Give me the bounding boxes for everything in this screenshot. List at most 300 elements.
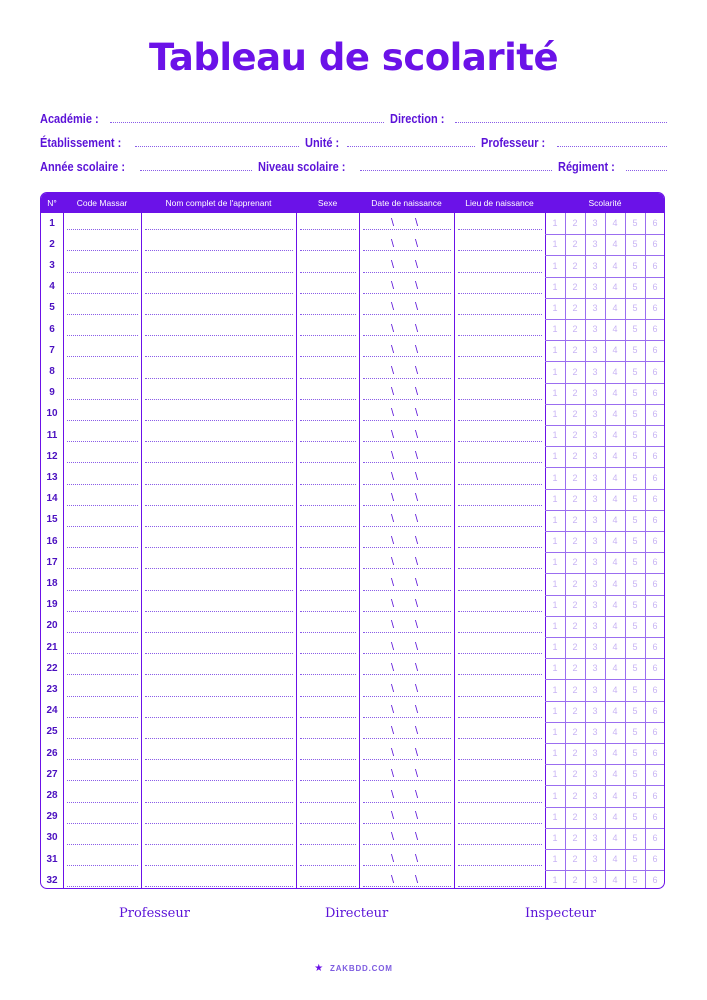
scolarite-cell[interactable]: 2 xyxy=(572,430,578,441)
scolarite-cell[interactable]: 1 xyxy=(552,302,558,313)
scolarite-cell[interactable]: 1 xyxy=(552,705,558,716)
sexe-field[interactable] xyxy=(300,462,356,463)
scolarite-cell[interactable]: 2 xyxy=(572,218,578,229)
scolarite-cell[interactable]: 6 xyxy=(652,748,658,759)
nom-complet-field[interactable] xyxy=(145,356,293,357)
date-naissance-field[interactable] xyxy=(363,632,451,633)
nom-complet-field[interactable] xyxy=(145,568,293,569)
nom-complet-field[interactable] xyxy=(145,462,293,463)
scolarite-cell[interactable]: 4 xyxy=(612,557,618,568)
scolarite-cell[interactable]: 5 xyxy=(632,620,638,631)
lieu-naissance-field[interactable] xyxy=(458,823,542,824)
niveau-field[interactable] xyxy=(360,169,552,171)
scolarite-cell[interactable]: 6 xyxy=(652,726,658,737)
scolarite-cell[interactable]: 2 xyxy=(572,811,578,822)
scolarite-cell[interactable]: 3 xyxy=(592,578,598,589)
scolarite-cell[interactable]: 4 xyxy=(612,302,618,313)
scolarite-cell[interactable]: 4 xyxy=(612,260,618,271)
scolarite-cell[interactable]: 3 xyxy=(592,218,598,229)
scolarite-cell[interactable]: 2 xyxy=(572,302,578,313)
nom-complet-field[interactable] xyxy=(145,823,293,824)
lieu-naissance-field[interactable] xyxy=(458,399,542,400)
lieu-naissance-field[interactable] xyxy=(458,526,542,527)
scolarite-cell[interactable]: 4 xyxy=(612,324,618,335)
scolarite-cell[interactable]: 5 xyxy=(632,726,638,737)
scolarite-cell[interactable]: 5 xyxy=(632,387,638,398)
sexe-field[interactable] xyxy=(300,759,356,760)
scolarite-cell[interactable]: 5 xyxy=(632,260,638,271)
date-naissance-field[interactable] xyxy=(363,696,451,697)
scolarite-cell[interactable]: 2 xyxy=(572,578,578,589)
scolarite-cell[interactable]: 3 xyxy=(592,387,598,398)
lieu-naissance-field[interactable] xyxy=(458,547,542,548)
scolarite-cell[interactable]: 5 xyxy=(632,302,638,313)
direction-field[interactable] xyxy=(455,121,667,123)
code-massar-field[interactable] xyxy=(67,823,138,824)
scolarite-cell[interactable]: 5 xyxy=(632,472,638,483)
sexe-field[interactable] xyxy=(300,674,356,675)
lieu-naissance-field[interactable] xyxy=(458,590,542,591)
scolarite-cell[interactable]: 5 xyxy=(632,345,638,356)
scolarite-cell[interactable]: 3 xyxy=(592,875,598,886)
nom-complet-field[interactable] xyxy=(145,674,293,675)
code-massar-field[interactable] xyxy=(67,229,138,230)
scolarite-cell[interactable]: 3 xyxy=(592,599,598,610)
scolarite-cell[interactable]: 6 xyxy=(652,408,658,419)
code-massar-field[interactable] xyxy=(67,272,138,273)
scolarite-cell[interactable]: 1 xyxy=(552,620,558,631)
nom-complet-field[interactable] xyxy=(145,547,293,548)
scolarite-cell[interactable]: 2 xyxy=(572,769,578,780)
scolarite-cell[interactable]: 2 xyxy=(572,345,578,356)
scolarite-cell[interactable]: 4 xyxy=(612,493,618,504)
scolarite-cell[interactable]: 3 xyxy=(592,430,598,441)
code-massar-field[interactable] xyxy=(67,547,138,548)
code-massar-field[interactable] xyxy=(67,250,138,251)
scolarite-cell[interactable]: 4 xyxy=(612,239,618,250)
scolarite-cell[interactable]: 4 xyxy=(612,345,618,356)
code-massar-field[interactable] xyxy=(67,335,138,336)
code-massar-field[interactable] xyxy=(67,568,138,569)
scolarite-cell[interactable]: 2 xyxy=(572,493,578,504)
nom-complet-field[interactable] xyxy=(145,886,293,887)
scolarite-cell[interactable]: 1 xyxy=(552,493,558,504)
scolarite-cell[interactable]: 2 xyxy=(572,557,578,568)
scolarite-cell[interactable]: 5 xyxy=(632,366,638,377)
scolarite-cell[interactable]: 5 xyxy=(632,854,638,865)
code-massar-field[interactable] xyxy=(67,611,138,612)
scolarite-cell[interactable]: 2 xyxy=(572,705,578,716)
lieu-naissance-field[interactable] xyxy=(458,250,542,251)
sexe-field[interactable] xyxy=(300,526,356,527)
scolarite-cell[interactable]: 6 xyxy=(652,875,658,886)
lieu-naissance-field[interactable] xyxy=(458,568,542,569)
scolarite-cell[interactable]: 5 xyxy=(632,705,638,716)
date-naissance-field[interactable] xyxy=(363,865,451,866)
code-massar-field[interactable] xyxy=(67,441,138,442)
scolarite-cell[interactable]: 2 xyxy=(572,536,578,547)
scolarite-cell[interactable]: 6 xyxy=(652,281,658,292)
scolarite-cell[interactable]: 3 xyxy=(592,451,598,462)
scolarite-cell[interactable]: 1 xyxy=(552,430,558,441)
scolarite-cell[interactable]: 3 xyxy=(592,557,598,568)
scolarite-cell[interactable]: 2 xyxy=(572,663,578,674)
nom-complet-field[interactable] xyxy=(145,717,293,718)
sexe-field[interactable] xyxy=(300,272,356,273)
date-naissance-field[interactable] xyxy=(363,802,451,803)
lieu-naissance-field[interactable] xyxy=(458,632,542,633)
scolarite-cell[interactable]: 3 xyxy=(592,366,598,377)
sexe-field[interactable] xyxy=(300,802,356,803)
scolarite-cell[interactable]: 2 xyxy=(572,875,578,886)
scolarite-cell[interactable]: 4 xyxy=(612,218,618,229)
scolarite-cell[interactable]: 4 xyxy=(612,748,618,759)
code-massar-field[interactable] xyxy=(67,314,138,315)
date-naissance-field[interactable] xyxy=(363,717,451,718)
sexe-field[interactable] xyxy=(300,547,356,548)
scolarite-cell[interactable]: 1 xyxy=(552,472,558,483)
scolarite-cell[interactable]: 5 xyxy=(632,218,638,229)
scolarite-cell[interactable]: 6 xyxy=(652,239,658,250)
lieu-naissance-field[interactable] xyxy=(458,356,542,357)
scolarite-cell[interactable]: 5 xyxy=(632,642,638,653)
scolarite-cell[interactable]: 4 xyxy=(612,599,618,610)
lieu-naissance-field[interactable] xyxy=(458,780,542,781)
scolarite-cell[interactable]: 1 xyxy=(552,408,558,419)
scolarite-cell[interactable]: 1 xyxy=(552,726,558,737)
scolarite-cell[interactable]: 4 xyxy=(612,875,618,886)
scolarite-cell[interactable]: 2 xyxy=(572,281,578,292)
scolarite-cell[interactable]: 4 xyxy=(612,408,618,419)
date-naissance-field[interactable] xyxy=(363,738,451,739)
scolarite-cell[interactable]: 3 xyxy=(592,408,598,419)
scolarite-cell[interactable]: 1 xyxy=(552,366,558,377)
scolarite-cell[interactable]: 6 xyxy=(652,514,658,525)
scolarite-cell[interactable]: 3 xyxy=(592,726,598,737)
scolarite-cell[interactable]: 6 xyxy=(652,854,658,865)
date-naissance-field[interactable] xyxy=(363,314,451,315)
scolarite-cell[interactable]: 1 xyxy=(552,578,558,589)
nom-complet-field[interactable] xyxy=(145,314,293,315)
date-naissance-field[interactable] xyxy=(363,462,451,463)
sexe-field[interactable] xyxy=(300,293,356,294)
code-massar-field[interactable] xyxy=(67,356,138,357)
lieu-naissance-field[interactable] xyxy=(458,886,542,887)
scolarite-cell[interactable]: 6 xyxy=(652,536,658,547)
sexe-field[interactable] xyxy=(300,568,356,569)
scolarite-cell[interactable]: 4 xyxy=(612,705,618,716)
sexe-field[interactable] xyxy=(300,590,356,591)
professeur-field[interactable] xyxy=(557,145,667,147)
etablissement-field[interactable] xyxy=(135,145,299,147)
sexe-field[interactable] xyxy=(300,441,356,442)
scolarite-cell[interactable]: 2 xyxy=(572,366,578,377)
scolarite-cell[interactable]: 5 xyxy=(632,451,638,462)
scolarite-cell[interactable]: 3 xyxy=(592,832,598,843)
scolarite-cell[interactable]: 3 xyxy=(592,811,598,822)
sexe-field[interactable] xyxy=(300,886,356,887)
lieu-naissance-field[interactable] xyxy=(458,420,542,421)
code-massar-field[interactable] xyxy=(67,865,138,866)
lieu-naissance-field[interactable] xyxy=(458,484,542,485)
lieu-naissance-field[interactable] xyxy=(458,314,542,315)
date-naissance-field[interactable] xyxy=(363,484,451,485)
date-naissance-field[interactable] xyxy=(363,356,451,357)
scolarite-cell[interactable]: 1 xyxy=(552,324,558,335)
scolarite-cell[interactable]: 2 xyxy=(572,324,578,335)
code-massar-field[interactable] xyxy=(67,759,138,760)
annee-field[interactable] xyxy=(140,169,252,171)
scolarite-cell[interactable]: 2 xyxy=(572,472,578,483)
scolarite-cell[interactable]: 1 xyxy=(552,599,558,610)
scolarite-cell[interactable]: 3 xyxy=(592,345,598,356)
date-naissance-field[interactable] xyxy=(363,886,451,887)
code-massar-field[interactable] xyxy=(67,696,138,697)
lieu-naissance-field[interactable] xyxy=(458,462,542,463)
nom-complet-field[interactable] xyxy=(145,335,293,336)
scolarite-cell[interactable]: 5 xyxy=(632,493,638,504)
nom-complet-field[interactable] xyxy=(145,780,293,781)
scolarite-cell[interactable]: 2 xyxy=(572,854,578,865)
unite-field[interactable] xyxy=(347,145,475,147)
nom-complet-field[interactable] xyxy=(145,738,293,739)
code-massar-field[interactable] xyxy=(67,462,138,463)
scolarite-cell[interactable]: 6 xyxy=(652,493,658,504)
code-massar-field[interactable] xyxy=(67,293,138,294)
scolarite-cell[interactable]: 3 xyxy=(592,324,598,335)
nom-complet-field[interactable] xyxy=(145,844,293,845)
scolarite-cell[interactable]: 4 xyxy=(612,854,618,865)
scolarite-cell[interactable]: 6 xyxy=(652,387,658,398)
scolarite-cell[interactable]: 1 xyxy=(552,854,558,865)
lieu-naissance-field[interactable] xyxy=(458,335,542,336)
date-naissance-field[interactable] xyxy=(363,420,451,421)
nom-complet-field[interactable] xyxy=(145,441,293,442)
scolarite-cell[interactable]: 6 xyxy=(652,811,658,822)
lieu-naissance-field[interactable] xyxy=(458,738,542,739)
scolarite-cell[interactable]: 1 xyxy=(552,451,558,462)
scolarite-cell[interactable]: 6 xyxy=(652,451,658,462)
date-naissance-field[interactable] xyxy=(363,823,451,824)
scolarite-cell[interactable]: 6 xyxy=(652,578,658,589)
date-naissance-field[interactable] xyxy=(363,653,451,654)
scolarite-cell[interactable]: 6 xyxy=(652,302,658,313)
scolarite-cell[interactable]: 6 xyxy=(652,472,658,483)
date-naissance-field[interactable] xyxy=(363,759,451,760)
scolarite-cell[interactable]: 6 xyxy=(652,705,658,716)
nom-complet-field[interactable] xyxy=(145,632,293,633)
scolarite-cell[interactable]: 3 xyxy=(592,493,598,504)
scolarite-cell[interactable]: 4 xyxy=(612,790,618,801)
date-naissance-field[interactable] xyxy=(363,229,451,230)
scolarite-cell[interactable]: 6 xyxy=(652,260,658,271)
nom-complet-field[interactable] xyxy=(145,696,293,697)
scolarite-cell[interactable]: 1 xyxy=(552,557,558,568)
scolarite-cell[interactable]: 1 xyxy=(552,536,558,547)
scolarite-cell[interactable]: 2 xyxy=(572,451,578,462)
date-naissance-field[interactable] xyxy=(363,250,451,251)
date-naissance-field[interactable] xyxy=(363,844,451,845)
scolarite-cell[interactable]: 2 xyxy=(572,239,578,250)
scolarite-cell[interactable]: 3 xyxy=(592,684,598,695)
scolarite-cell[interactable]: 2 xyxy=(572,642,578,653)
scolarite-cell[interactable]: 6 xyxy=(652,684,658,695)
scolarite-cell[interactable]: 6 xyxy=(652,769,658,780)
scolarite-cell[interactable]: 3 xyxy=(592,239,598,250)
scolarite-cell[interactable]: 5 xyxy=(632,536,638,547)
nom-complet-field[interactable] xyxy=(145,420,293,421)
scolarite-cell[interactable]: 4 xyxy=(612,387,618,398)
nom-complet-field[interactable] xyxy=(145,250,293,251)
scolarite-cell[interactable]: 5 xyxy=(632,430,638,441)
scolarite-cell[interactable]: 3 xyxy=(592,642,598,653)
scolarite-cell[interactable]: 4 xyxy=(612,536,618,547)
lieu-naissance-field[interactable] xyxy=(458,293,542,294)
nom-complet-field[interactable] xyxy=(145,272,293,273)
date-naissance-field[interactable] xyxy=(363,590,451,591)
scolarite-cell[interactable]: 5 xyxy=(632,514,638,525)
date-naissance-field[interactable] xyxy=(363,293,451,294)
scolarite-cell[interactable]: 4 xyxy=(612,472,618,483)
scolarite-cell[interactable]: 2 xyxy=(572,387,578,398)
date-naissance-field[interactable] xyxy=(363,272,451,273)
sexe-field[interactable] xyxy=(300,314,356,315)
sexe-field[interactable] xyxy=(300,717,356,718)
scolarite-cell[interactable]: 5 xyxy=(632,811,638,822)
sexe-field[interactable] xyxy=(300,335,356,336)
nom-complet-field[interactable] xyxy=(145,399,293,400)
lieu-naissance-field[interactable] xyxy=(458,674,542,675)
scolarite-cell[interactable]: 5 xyxy=(632,790,638,801)
scolarite-cell[interactable]: 3 xyxy=(592,854,598,865)
lieu-naissance-field[interactable] xyxy=(458,844,542,845)
code-massar-field[interactable] xyxy=(67,505,138,506)
scolarite-cell[interactable]: 1 xyxy=(552,642,558,653)
scolarite-cell[interactable]: 6 xyxy=(652,790,658,801)
scolarite-cell[interactable]: 4 xyxy=(612,832,618,843)
date-naissance-field[interactable] xyxy=(363,568,451,569)
date-naissance-field[interactable] xyxy=(363,780,451,781)
scolarite-cell[interactable]: 5 xyxy=(632,684,638,695)
scolarite-cell[interactable]: 6 xyxy=(652,345,658,356)
code-massar-field[interactable] xyxy=(67,886,138,887)
scolarite-cell[interactable]: 3 xyxy=(592,514,598,525)
code-massar-field[interactable] xyxy=(67,802,138,803)
scolarite-cell[interactable]: 2 xyxy=(572,408,578,419)
scolarite-cell[interactable]: 5 xyxy=(632,578,638,589)
scolarite-cell[interactable]: 3 xyxy=(592,472,598,483)
nom-complet-field[interactable] xyxy=(145,759,293,760)
lieu-naissance-field[interactable] xyxy=(458,441,542,442)
code-massar-field[interactable] xyxy=(67,484,138,485)
lieu-naissance-field[interactable] xyxy=(458,717,542,718)
scolarite-cell[interactable]: 2 xyxy=(572,832,578,843)
scolarite-cell[interactable]: 6 xyxy=(652,832,658,843)
date-naissance-field[interactable] xyxy=(363,674,451,675)
scolarite-cell[interactable]: 6 xyxy=(652,557,658,568)
scolarite-cell[interactable]: 1 xyxy=(552,832,558,843)
scolarite-cell[interactable]: 4 xyxy=(612,684,618,695)
code-massar-field[interactable] xyxy=(67,780,138,781)
scolarite-cell[interactable]: 1 xyxy=(552,748,558,759)
scolarite-cell[interactable]: 1 xyxy=(552,790,558,801)
lieu-naissance-field[interactable] xyxy=(458,229,542,230)
sexe-field[interactable] xyxy=(300,844,356,845)
nom-complet-field[interactable] xyxy=(145,611,293,612)
scolarite-cell[interactable]: 3 xyxy=(592,536,598,547)
sexe-field[interactable] xyxy=(300,738,356,739)
code-massar-field[interactable] xyxy=(67,717,138,718)
nom-complet-field[interactable] xyxy=(145,590,293,591)
scolarite-cell[interactable]: 3 xyxy=(592,769,598,780)
code-massar-field[interactable] xyxy=(67,526,138,527)
sexe-field[interactable] xyxy=(300,356,356,357)
scolarite-cell[interactable]: 5 xyxy=(632,557,638,568)
scolarite-cell[interactable]: 6 xyxy=(652,366,658,377)
scolarite-cell[interactable]: 2 xyxy=(572,620,578,631)
scolarite-cell[interactable]: 6 xyxy=(652,430,658,441)
scolarite-cell[interactable]: 2 xyxy=(572,260,578,271)
sexe-field[interactable] xyxy=(300,250,356,251)
lieu-naissance-field[interactable] xyxy=(458,802,542,803)
scolarite-cell[interactable]: 1 xyxy=(552,811,558,822)
lieu-naissance-field[interactable] xyxy=(458,696,542,697)
scolarite-cell[interactable]: 6 xyxy=(652,620,658,631)
scolarite-cell[interactable]: 2 xyxy=(572,748,578,759)
code-massar-field[interactable] xyxy=(67,844,138,845)
scolarite-cell[interactable]: 3 xyxy=(592,705,598,716)
nom-complet-field[interactable] xyxy=(145,378,293,379)
scolarite-cell[interactable]: 1 xyxy=(552,260,558,271)
scolarite-cell[interactable]: 1 xyxy=(552,684,558,695)
sexe-field[interactable] xyxy=(300,865,356,866)
sexe-field[interactable] xyxy=(300,229,356,230)
scolarite-cell[interactable]: 2 xyxy=(572,514,578,525)
lieu-naissance-field[interactable] xyxy=(458,378,542,379)
scolarite-cell[interactable]: 6 xyxy=(652,324,658,335)
scolarite-cell[interactable]: 5 xyxy=(632,599,638,610)
scolarite-cell[interactable]: 5 xyxy=(632,663,638,674)
sexe-field[interactable] xyxy=(300,611,356,612)
scolarite-cell[interactable]: 1 xyxy=(552,769,558,780)
date-naissance-field[interactable] xyxy=(363,399,451,400)
scolarite-cell[interactable]: 4 xyxy=(612,769,618,780)
lieu-naissance-field[interactable] xyxy=(458,611,542,612)
scolarite-cell[interactable]: 1 xyxy=(552,875,558,886)
scolarite-cell[interactable]: 2 xyxy=(572,599,578,610)
scolarite-cell[interactable]: 4 xyxy=(612,366,618,377)
scolarite-cell[interactable]: 1 xyxy=(552,218,558,229)
code-massar-field[interactable] xyxy=(67,399,138,400)
scolarite-cell[interactable]: 6 xyxy=(652,599,658,610)
sexe-field[interactable] xyxy=(300,780,356,781)
scolarite-cell[interactable]: 4 xyxy=(612,514,618,525)
scolarite-cell[interactable]: 1 xyxy=(552,663,558,674)
lieu-naissance-field[interactable] xyxy=(458,272,542,273)
scolarite-cell[interactable]: 4 xyxy=(612,430,618,441)
scolarite-cell[interactable]: 2 xyxy=(572,726,578,737)
scolarite-cell[interactable]: 1 xyxy=(552,345,558,356)
sexe-field[interactable] xyxy=(300,632,356,633)
lieu-naissance-field[interactable] xyxy=(458,505,542,506)
sexe-field[interactable] xyxy=(300,653,356,654)
scolarite-cell[interactable]: 6 xyxy=(652,663,658,674)
scolarite-cell[interactable]: 2 xyxy=(572,684,578,695)
academie-field[interactable] xyxy=(110,121,384,123)
date-naissance-field[interactable] xyxy=(363,335,451,336)
scolarite-cell[interactable]: 4 xyxy=(612,726,618,737)
code-massar-field[interactable] xyxy=(67,632,138,633)
